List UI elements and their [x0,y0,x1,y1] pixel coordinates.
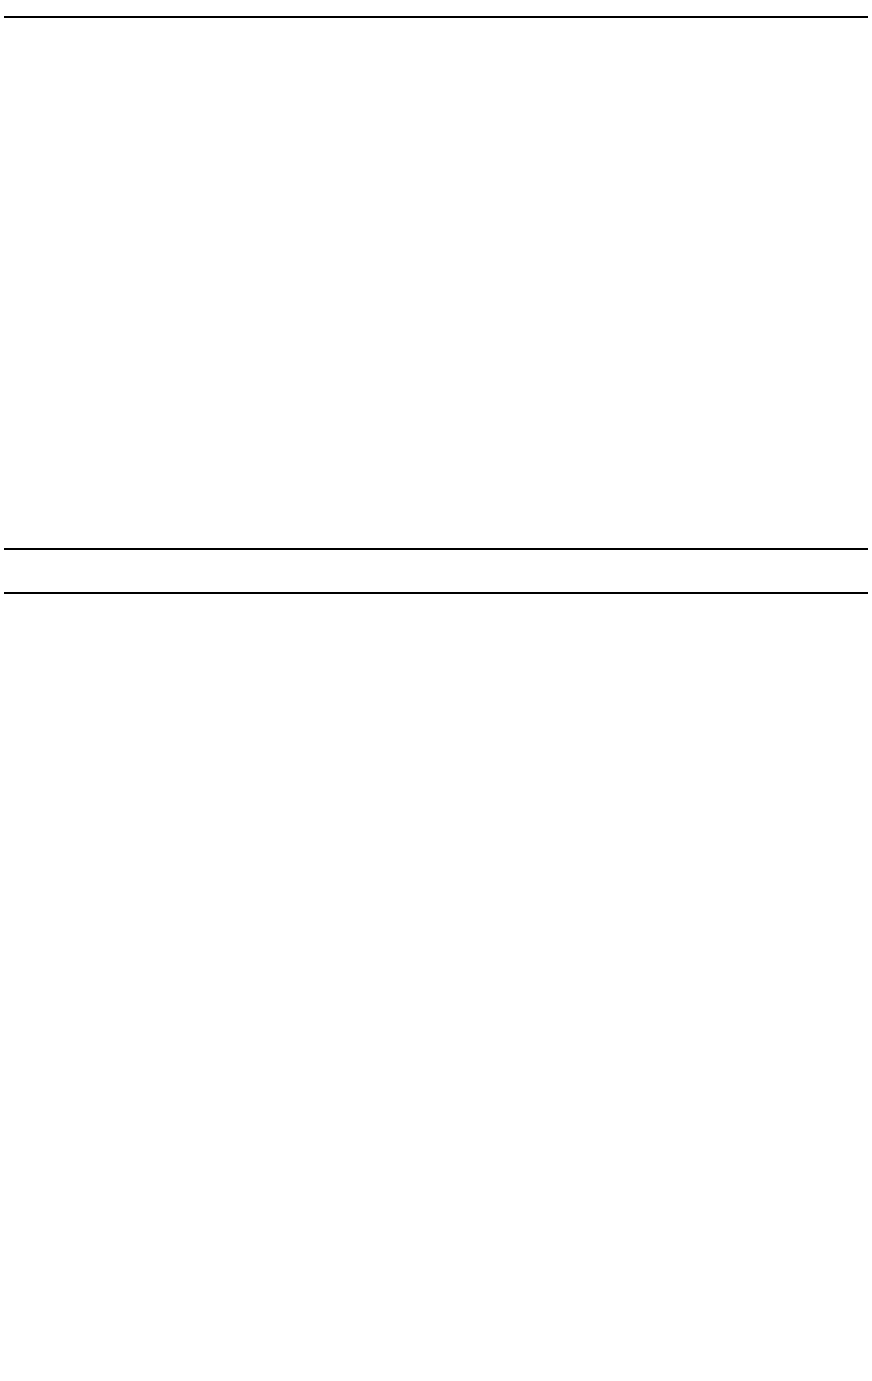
home-service-guide-section [4,593,868,1377]
help-wanted-section [4,18,868,548]
page-header [4,2,868,18]
home-service-guide-banner [4,548,868,594]
banner-title [4,550,868,580]
